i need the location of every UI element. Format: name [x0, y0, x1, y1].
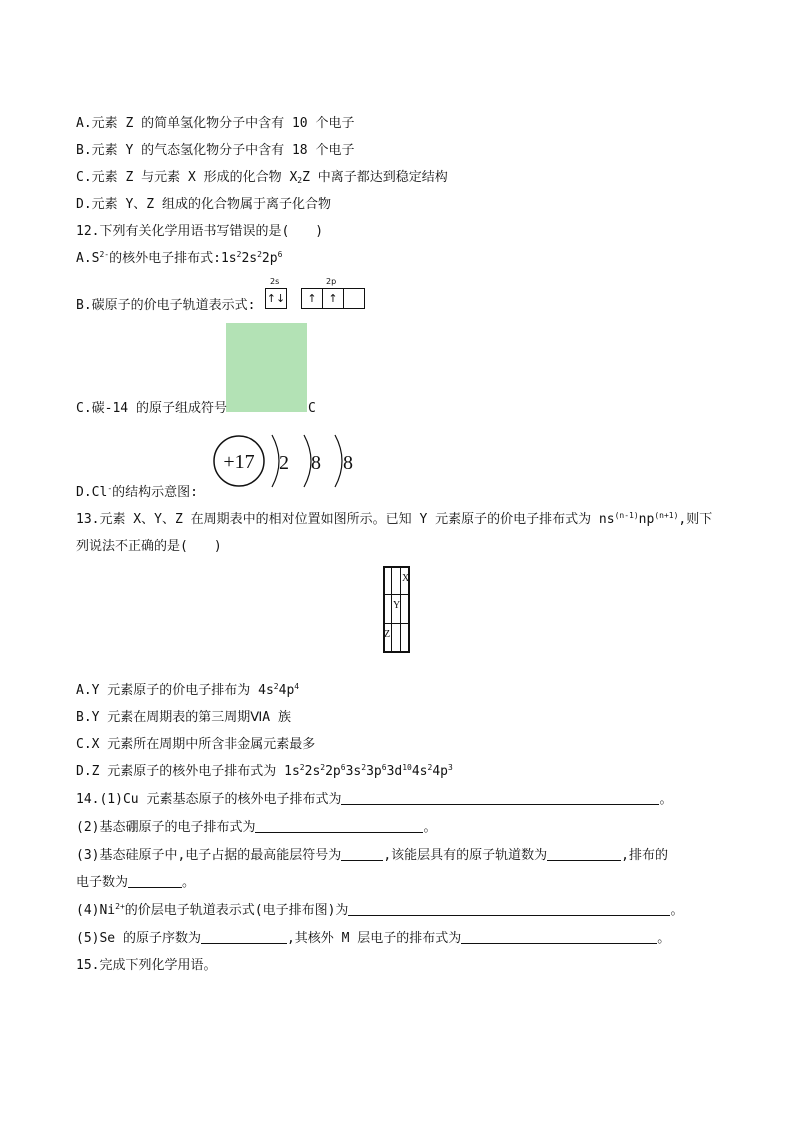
- q12-a-exp1: 2: [236, 250, 242, 259]
- q13-d-orb: 3d: [386, 764, 403, 779]
- q12-a-exp3: 6: [277, 250, 283, 259]
- q14-p5-text2: ,其核外 M 层电子的排布式为: [286, 931, 462, 946]
- orbital-2s-label: 2s: [270, 277, 280, 286]
- q13-stem-end: ,则下: [678, 512, 713, 527]
- q13-d-exp: 6: [381, 763, 387, 772]
- q13-d-orb: 2p: [325, 764, 341, 779]
- shell-arc-2: [304, 435, 311, 487]
- paired-arrows-icon: ↑↓: [266, 292, 286, 305]
- q12-a-text2: 的核外电子排布式:1s: [109, 251, 237, 266]
- q14-p3-text2: ,该能层具有的原子轨道数为: [383, 848, 548, 863]
- q14-p3-text3: ,排布的: [621, 848, 668, 863]
- q13-d-orb: 3p: [366, 764, 382, 779]
- q11-option-b: B.元素 Y 的气态氢化物分子中含有 18 个电子: [76, 143, 355, 158]
- q12-option-c: [76, 400, 316, 418]
- up-arrow-icon: ↑: [307, 292, 317, 305]
- q13-stem-line2: 列说法不正确的是( ): [76, 539, 222, 554]
- q14-p2-answer-blank[interactable]: [255, 819, 423, 833]
- q14-p3-text4: 电子数为: [76, 875, 129, 890]
- q13-d-exp: 2: [320, 763, 326, 772]
- carbon-14-symbol-image: [226, 323, 307, 412]
- q14-p4-text2: 的价层电子轨道表示式(电子排布图)为: [124, 903, 349, 918]
- q14-p1-text: 14.(1)Cu 元素基态原子的核外电子排布式为: [76, 792, 342, 807]
- q14-p2-end: 。: [423, 820, 437, 835]
- q13-stem-sup2: (n+1): [654, 511, 679, 520]
- q14-p1-answer-blank[interactable]: [341, 791, 659, 805]
- q13-d-orb: 4s: [411, 764, 428, 779]
- q12-stem: 12.下列有关化学用语书写错误的是( ): [76, 224, 324, 239]
- orbital-2p-label: 2p: [326, 277, 337, 286]
- q14-p3-answer-blank-1[interactable]: [341, 847, 383, 861]
- orbital-2p-box-3: [343, 288, 365, 309]
- q13-a-exp1: 2: [273, 682, 279, 691]
- q15-stem: 15.完成下列化学用语。: [76, 958, 217, 973]
- q12-d-text: D.Cl: [76, 485, 108, 500]
- q11-option-d: D.元素 Y、Z 组成的化合物属于离子化合物: [76, 197, 331, 212]
- element-x-label: X: [402, 573, 410, 584]
- q12-option-b: B.碳原子的价电子轨道表示式:: [76, 298, 256, 313]
- q12-option-a: [76, 250, 282, 268]
- q13-a-exp2: 4: [294, 682, 300, 691]
- q13-d-orb: 4p: [432, 764, 448, 779]
- shell-1-electrons: 2: [279, 452, 289, 474]
- q12-a-orb3: 2p: [261, 251, 278, 266]
- q13-d-orb: 3s: [345, 764, 362, 779]
- q14-part-4: [76, 902, 683, 920]
- q14-part-2: [76, 819, 437, 837]
- q14-p3-answer-blank-2[interactable]: [547, 847, 621, 861]
- q14-p2-text: (2)基态硼原子的电子排布式为: [76, 820, 256, 835]
- q14-p5-answer-blank-1[interactable]: [201, 930, 287, 944]
- q14-p4-answer-blank[interactable]: [348, 902, 670, 916]
- q14-p1-end: 。: [659, 792, 673, 807]
- q11-option-c: [76, 169, 448, 187]
- q13-a-text: A.Y 元素原子的价电子排布为 4s: [76, 683, 274, 698]
- q13-stem-mid: np: [638, 512, 655, 527]
- q13-option-d: [76, 763, 453, 781]
- q14-part-3-line2: [76, 874, 195, 892]
- q14-part-5: [76, 930, 670, 948]
- q13-d-exp: 3: [448, 763, 453, 772]
- q13-option-a: [76, 682, 299, 700]
- orbital-2p-box-1: [301, 288, 323, 309]
- q13-option-c: C.X 元素所在周期中所含非金属元素最多: [76, 737, 316, 752]
- q14-p4-end: 。: [670, 903, 684, 918]
- element-y-label: Y: [393, 600, 401, 611]
- q14-p5-answer-blank-2[interactable]: [461, 930, 657, 944]
- shell-arc-3: [335, 435, 342, 487]
- shell-3-electrons: 8: [343, 452, 353, 474]
- q14-p3-answer-blank-3[interactable]: [128, 874, 182, 888]
- q13-d-orb: 2s: [304, 764, 321, 779]
- nucleus-charge: +17: [223, 451, 255, 473]
- q13-stem: [76, 511, 712, 529]
- q14-p5-text: (5)Se 的原子序数为: [76, 931, 201, 946]
- q13-a-orb: 4p: [278, 683, 295, 698]
- q13-d-exp: 2: [427, 763, 433, 772]
- up-arrow-icon: ↑: [328, 292, 338, 305]
- q13-stem-sup1: (n-1): [614, 511, 639, 520]
- q13-d-exp: 2: [361, 763, 367, 772]
- q13-d-exp: 10: [402, 763, 412, 772]
- q14-p5-end: 。: [657, 931, 671, 946]
- shell-2-electrons: 8: [311, 452, 321, 474]
- q13-option-b: B.Y 元素在周期表的第三周期ⅥA 族: [76, 710, 291, 725]
- q12-a-exp2: 2: [257, 250, 262, 259]
- q14-p4-charge: 2+: [115, 902, 125, 911]
- q13-d-exp: 2: [299, 763, 305, 772]
- q11-option-c-text-end: Z 中离子都达到稳定结构: [302, 170, 448, 185]
- shell-arc-1: [272, 435, 279, 487]
- q14-p3-text: (3)基态硅原子中,电子占据的最高能层符号为: [76, 848, 342, 863]
- orbital-2s-box: [265, 288, 287, 309]
- orbital-2p-box-2: [322, 288, 344, 309]
- q12-d-text2: 的结构示意图:: [112, 485, 198, 500]
- q11-option-c-text: C.元素 Z 与元素 X 形成的化合物 X: [76, 170, 298, 185]
- q14-part-1: [76, 791, 672, 809]
- q13-stem-text: 13.元素 X、Y、Z 在周期表中的相对位置如图所示。已知 Y 元素原子的价电子排布式为 ns: [76, 512, 615, 527]
- q12-option-d: [76, 484, 198, 502]
- q11-option-c-subscript: 2: [297, 176, 303, 185]
- q13-d-text: D.Z 元素原子的核外电子排布式为 1s: [76, 764, 300, 779]
- q12-a-orb2: 2s: [241, 251, 258, 266]
- q11-option-a: A.元素 Z 的简单氢化物分子中含有 10 个电子: [76, 116, 355, 131]
- periodic-table-fragment: [383, 566, 410, 653]
- q12-a-text: A.S: [76, 251, 100, 266]
- q14-p3-end: 。: [182, 875, 196, 890]
- chloride-structure-diagram: [210, 430, 360, 495]
- q13-d-exp: 6: [340, 763, 346, 772]
- q12-d-charge: -: [107, 484, 113, 493]
- q12-c-element-symbol: C: [307, 401, 316, 416]
- q14-p4-text: (4)Ni: [76, 903, 116, 918]
- q12-c-text: C.碳-14 的原子组成符号: [76, 401, 227, 416]
- element-z-label: Z: [384, 629, 391, 640]
- q14-part-3: [76, 847, 668, 865]
- q12-a-charge: 2-: [99, 250, 110, 259]
